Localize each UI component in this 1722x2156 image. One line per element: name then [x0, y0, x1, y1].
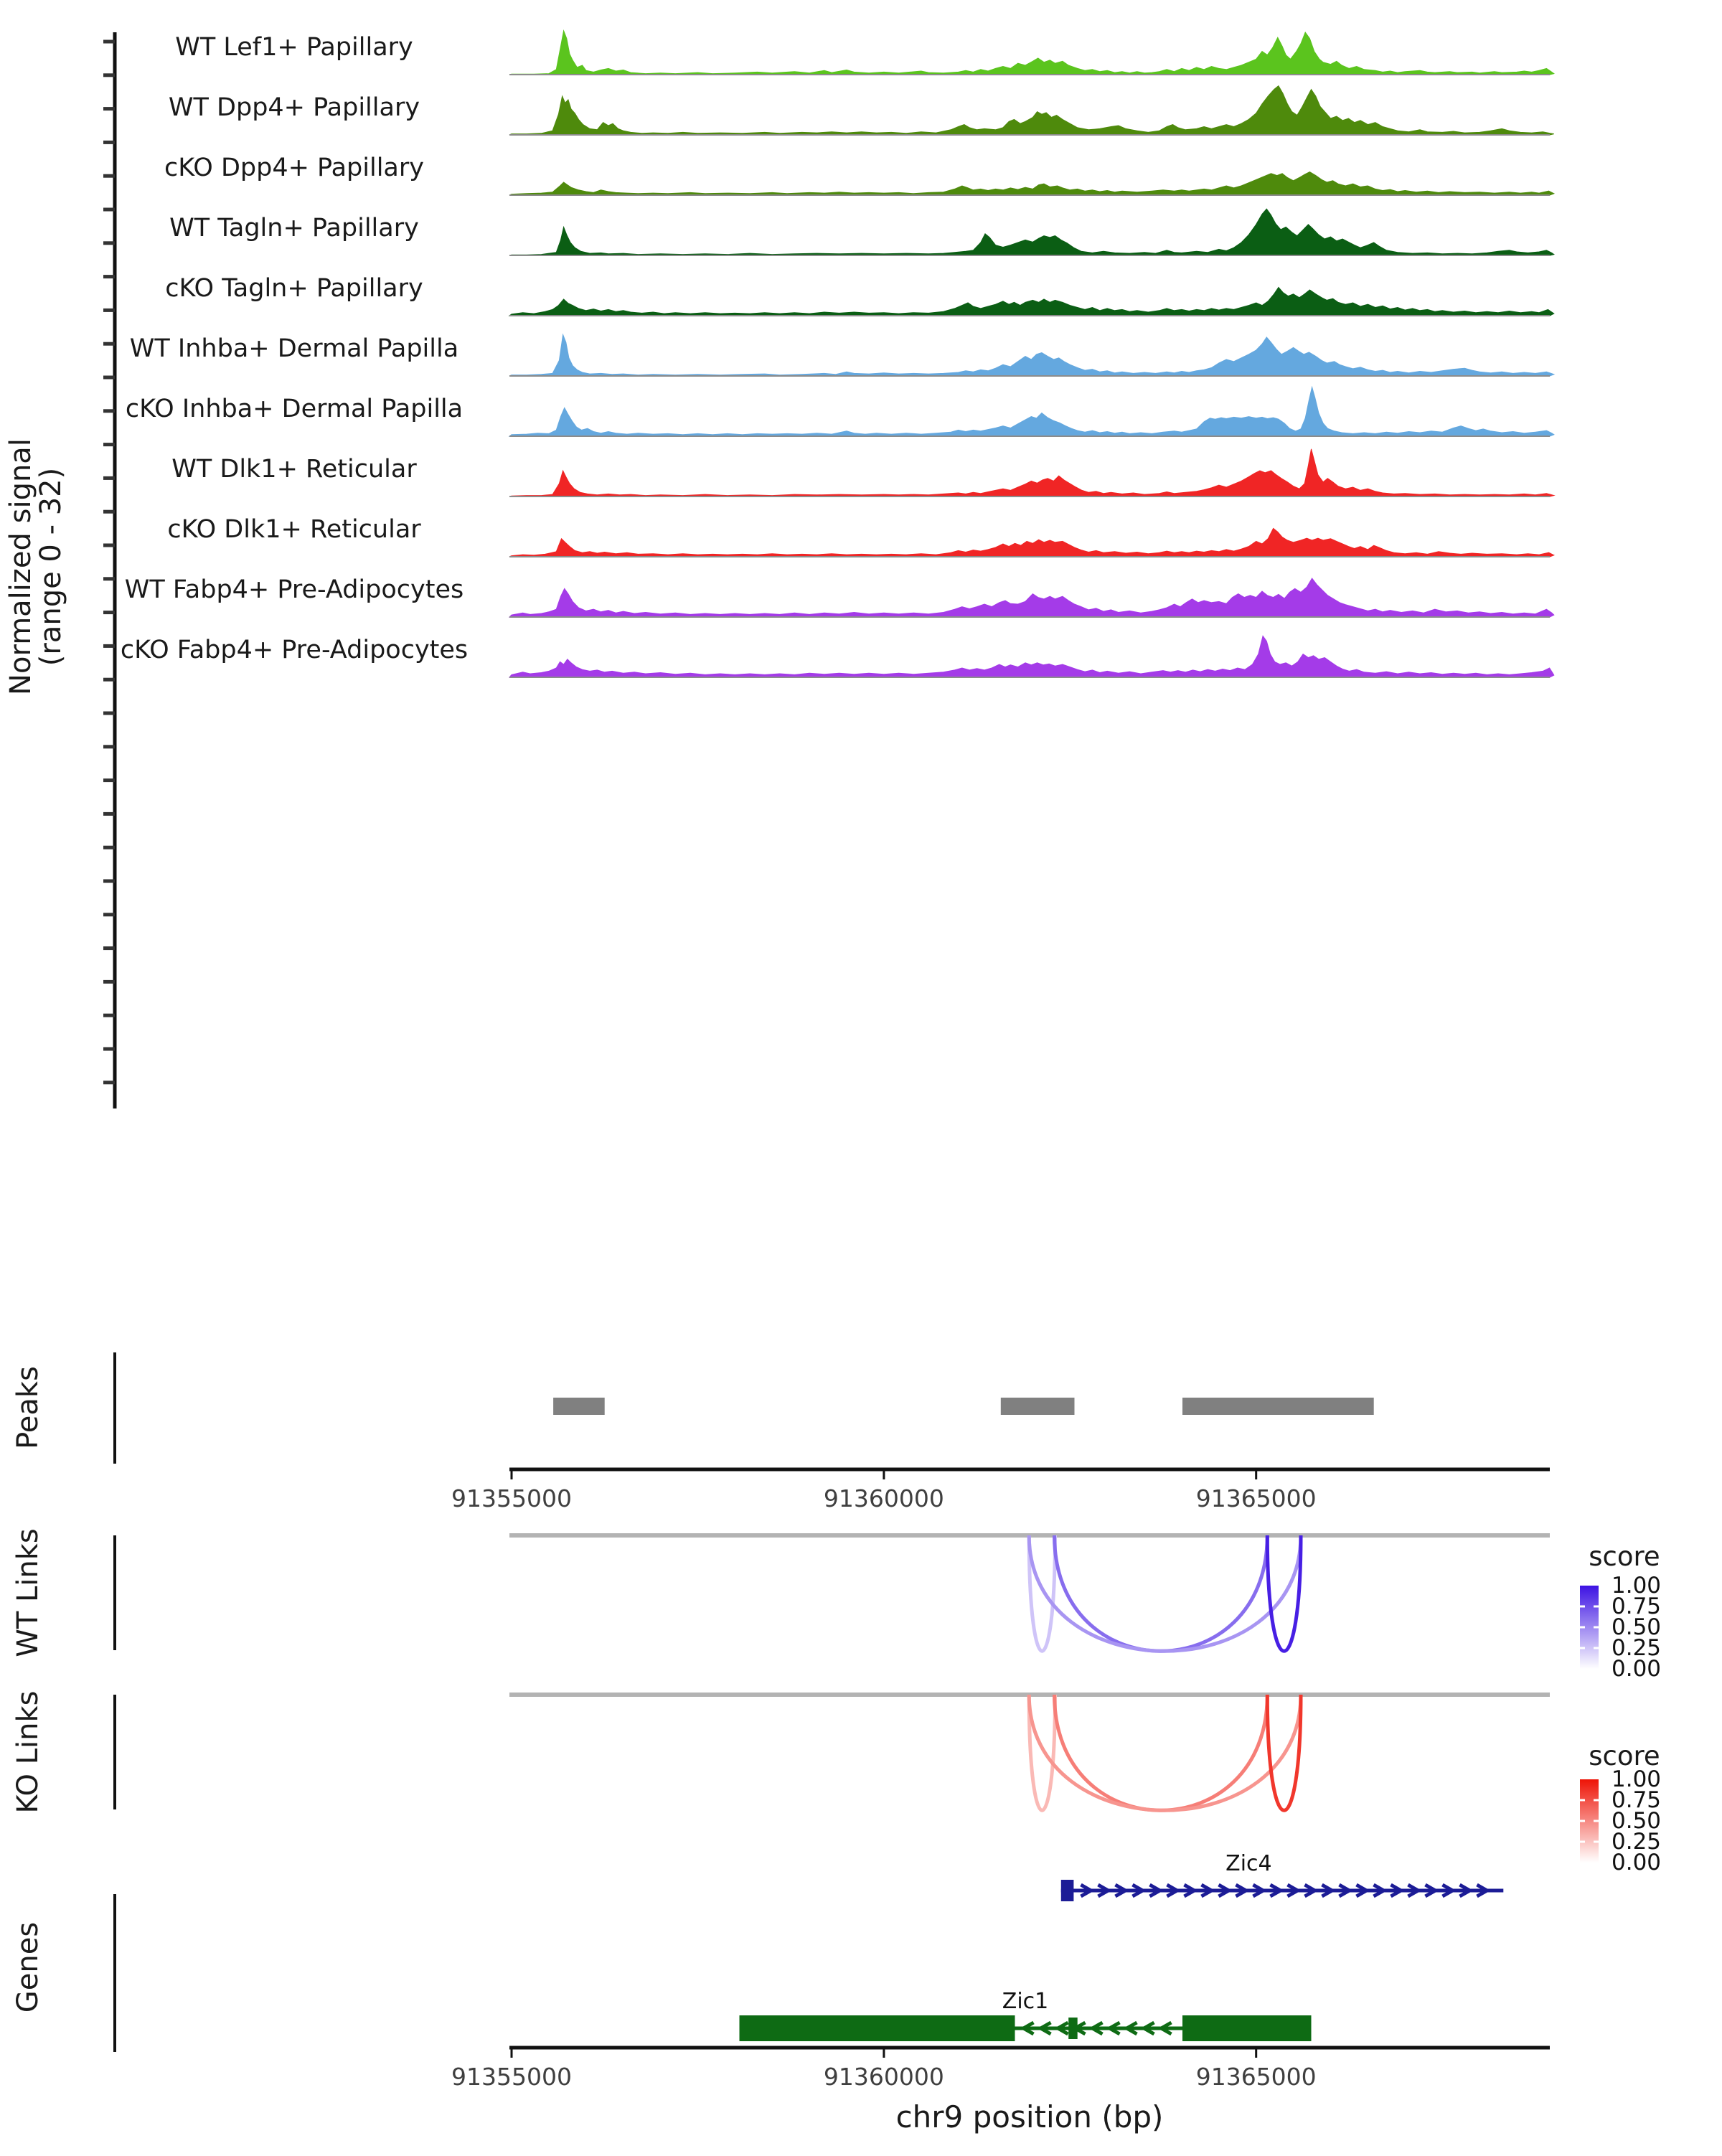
position-axis-bottom	[451, 2048, 1550, 2091]
legend-tick-label: 0.00	[1612, 1656, 1662, 1682]
signal-area	[509, 449, 1554, 496]
legend-tick-label: 1.00	[1612, 1766, 1662, 1792]
signal-area	[509, 31, 1554, 75]
legend-tick-label: 0.50	[1612, 1808, 1662, 1834]
link-arc	[1029, 1695, 1301, 1810]
signal-track-label: WT Lef1+ Papillary	[175, 33, 413, 62]
legend-bar-tick	[1580, 1799, 1585, 1802]
y-axis-label-line1: Normalized signal	[4, 438, 37, 695]
signal-area	[509, 334, 1554, 376]
signal-area	[509, 636, 1554, 677]
gene-exon-box	[1068, 2018, 1078, 2039]
wt-score-legend	[1580, 1541, 1661, 1682]
ko-score-legend-title: score	[1589, 1741, 1660, 1771]
legend-bar-tick	[1594, 1627, 1599, 1629]
signal-track-label: WT Dlk1+ Reticular	[171, 455, 417, 484]
signal-area	[509, 86, 1554, 135]
legend-bar-tick	[1594, 1799, 1599, 1802]
link-arc	[1029, 1535, 1301, 1651]
signal-track-row	[164, 154, 1554, 195]
signal-track-row	[167, 515, 1553, 557]
peak-bar	[1001, 1398, 1075, 1415]
gene-exon-box	[1182, 2015, 1312, 2041]
x-axis-title: chr9 position (bp)	[895, 2099, 1164, 2134]
legend-bar-tick	[1594, 1606, 1599, 1608]
signal-track-label: cKO Tagln+ Papillary	[165, 274, 423, 303]
gene-zic4	[1061, 1851, 1504, 1901]
gene-exon-box	[1061, 1880, 1074, 1901]
signal-track-row	[171, 449, 1554, 496]
legend-bar-tick	[1580, 1820, 1585, 1822]
gene-zic1	[740, 1989, 1312, 2041]
legend-bar-tick	[1594, 1820, 1599, 1822]
signal-area	[509, 172, 1554, 195]
wt-links-track	[115, 1535, 1550, 1651]
ko-score-legend	[1580, 1741, 1661, 1875]
legend-bar-tick	[1580, 1627, 1585, 1629]
section-label-ko-links: KO Links	[11, 1690, 44, 1814]
y-axis-label-line2: (range 0 - 32)	[34, 467, 67, 667]
ko-links-track	[115, 1695, 1550, 1810]
signal-tracks-panel	[121, 31, 1554, 677]
section-label-peaks: Peaks	[11, 1366, 44, 1449]
axis-tick-label: 91355000	[451, 1484, 572, 1512]
peaks-track	[115, 1352, 1374, 1464]
wt-score-legend-title: score	[1589, 1541, 1660, 1572]
legend-bar-tick	[1580, 1606, 1585, 1608]
legend-tick-label: 0.75	[1612, 1594, 1662, 1619]
signal-track-label: cKO Inhba+ Dermal Papilla	[125, 395, 464, 423]
section-label-wt-links: WT Links	[11, 1528, 44, 1657]
axis-tick-label: 91360000	[823, 2063, 944, 2091]
signal-track-label: WT Dpp4+ Papillary	[168, 93, 420, 122]
axis-tick-label: 91360000	[823, 1484, 944, 1512]
legend-tick-label: 0.25	[1612, 1635, 1662, 1661]
axis-tick-label: 91355000	[451, 2063, 572, 2091]
axis-tick-label: 91365000	[1195, 2063, 1317, 2091]
signal-track-row	[130, 334, 1554, 376]
signal-area	[509, 387, 1554, 436]
genes-track	[115, 1851, 1503, 2052]
position-axis-top	[451, 1469, 1550, 1512]
signal-track-row	[175, 31, 1554, 75]
signal-area	[509, 528, 1554, 557]
signal-track-label: WT Fabp4+ Pre-Adipocytes	[124, 575, 464, 604]
legend-tick-label: 0.00	[1612, 1850, 1662, 1875]
legend-tick-label: 0.25	[1612, 1829, 1662, 1855]
gene-name-label: Zic4	[1225, 1851, 1272, 1876]
signal-track-label: WT Inhba+ Dermal Papilla	[129, 334, 459, 363]
legend-tick-label: 0.75	[1612, 1787, 1662, 1813]
section-label-genes: Genes	[11, 1921, 44, 2013]
signal-track-row	[169, 209, 1554, 255]
axis-tick-label: 91365000	[1195, 1484, 1317, 1512]
link-arc	[1029, 1695, 1055, 1810]
signal-area	[509, 209, 1554, 255]
legend-bar-tick	[1580, 1647, 1585, 1649]
signal-area	[509, 578, 1554, 617]
legend-bar-tick	[1580, 1841, 1585, 1843]
signal-track-row	[126, 387, 1554, 436]
signal-track-row	[169, 86, 1554, 135]
signal-track-label: cKO Fabp4+ Pre-Adipocytes	[120, 636, 469, 664]
gene-exon-box	[740, 2015, 1015, 2041]
signal-track-label: WT Tagln+ Papillary	[169, 214, 419, 243]
legend-tick-label: 0.50	[1612, 1614, 1662, 1640]
link-arc	[1029, 1535, 1055, 1651]
gene-name-label: Zic1	[1002, 1989, 1049, 2014]
signal-area	[509, 287, 1554, 316]
signal-track-label: cKO Dlk1+ Reticular	[167, 515, 421, 544]
signal-y-axis	[103, 32, 115, 1108]
peak-bar	[1182, 1398, 1374, 1415]
legend-tick-label: 1.00	[1612, 1573, 1662, 1599]
legend-bar-tick	[1594, 1841, 1599, 1843]
legend-bar-tick	[1594, 1647, 1599, 1649]
signal-track-row	[165, 274, 1554, 316]
signal-track-label: cKO Dpp4+ Papillary	[164, 154, 424, 182]
peak-bar	[553, 1398, 605, 1415]
signal-track-row	[125, 575, 1554, 617]
signal-track-row	[121, 636, 1554, 677]
